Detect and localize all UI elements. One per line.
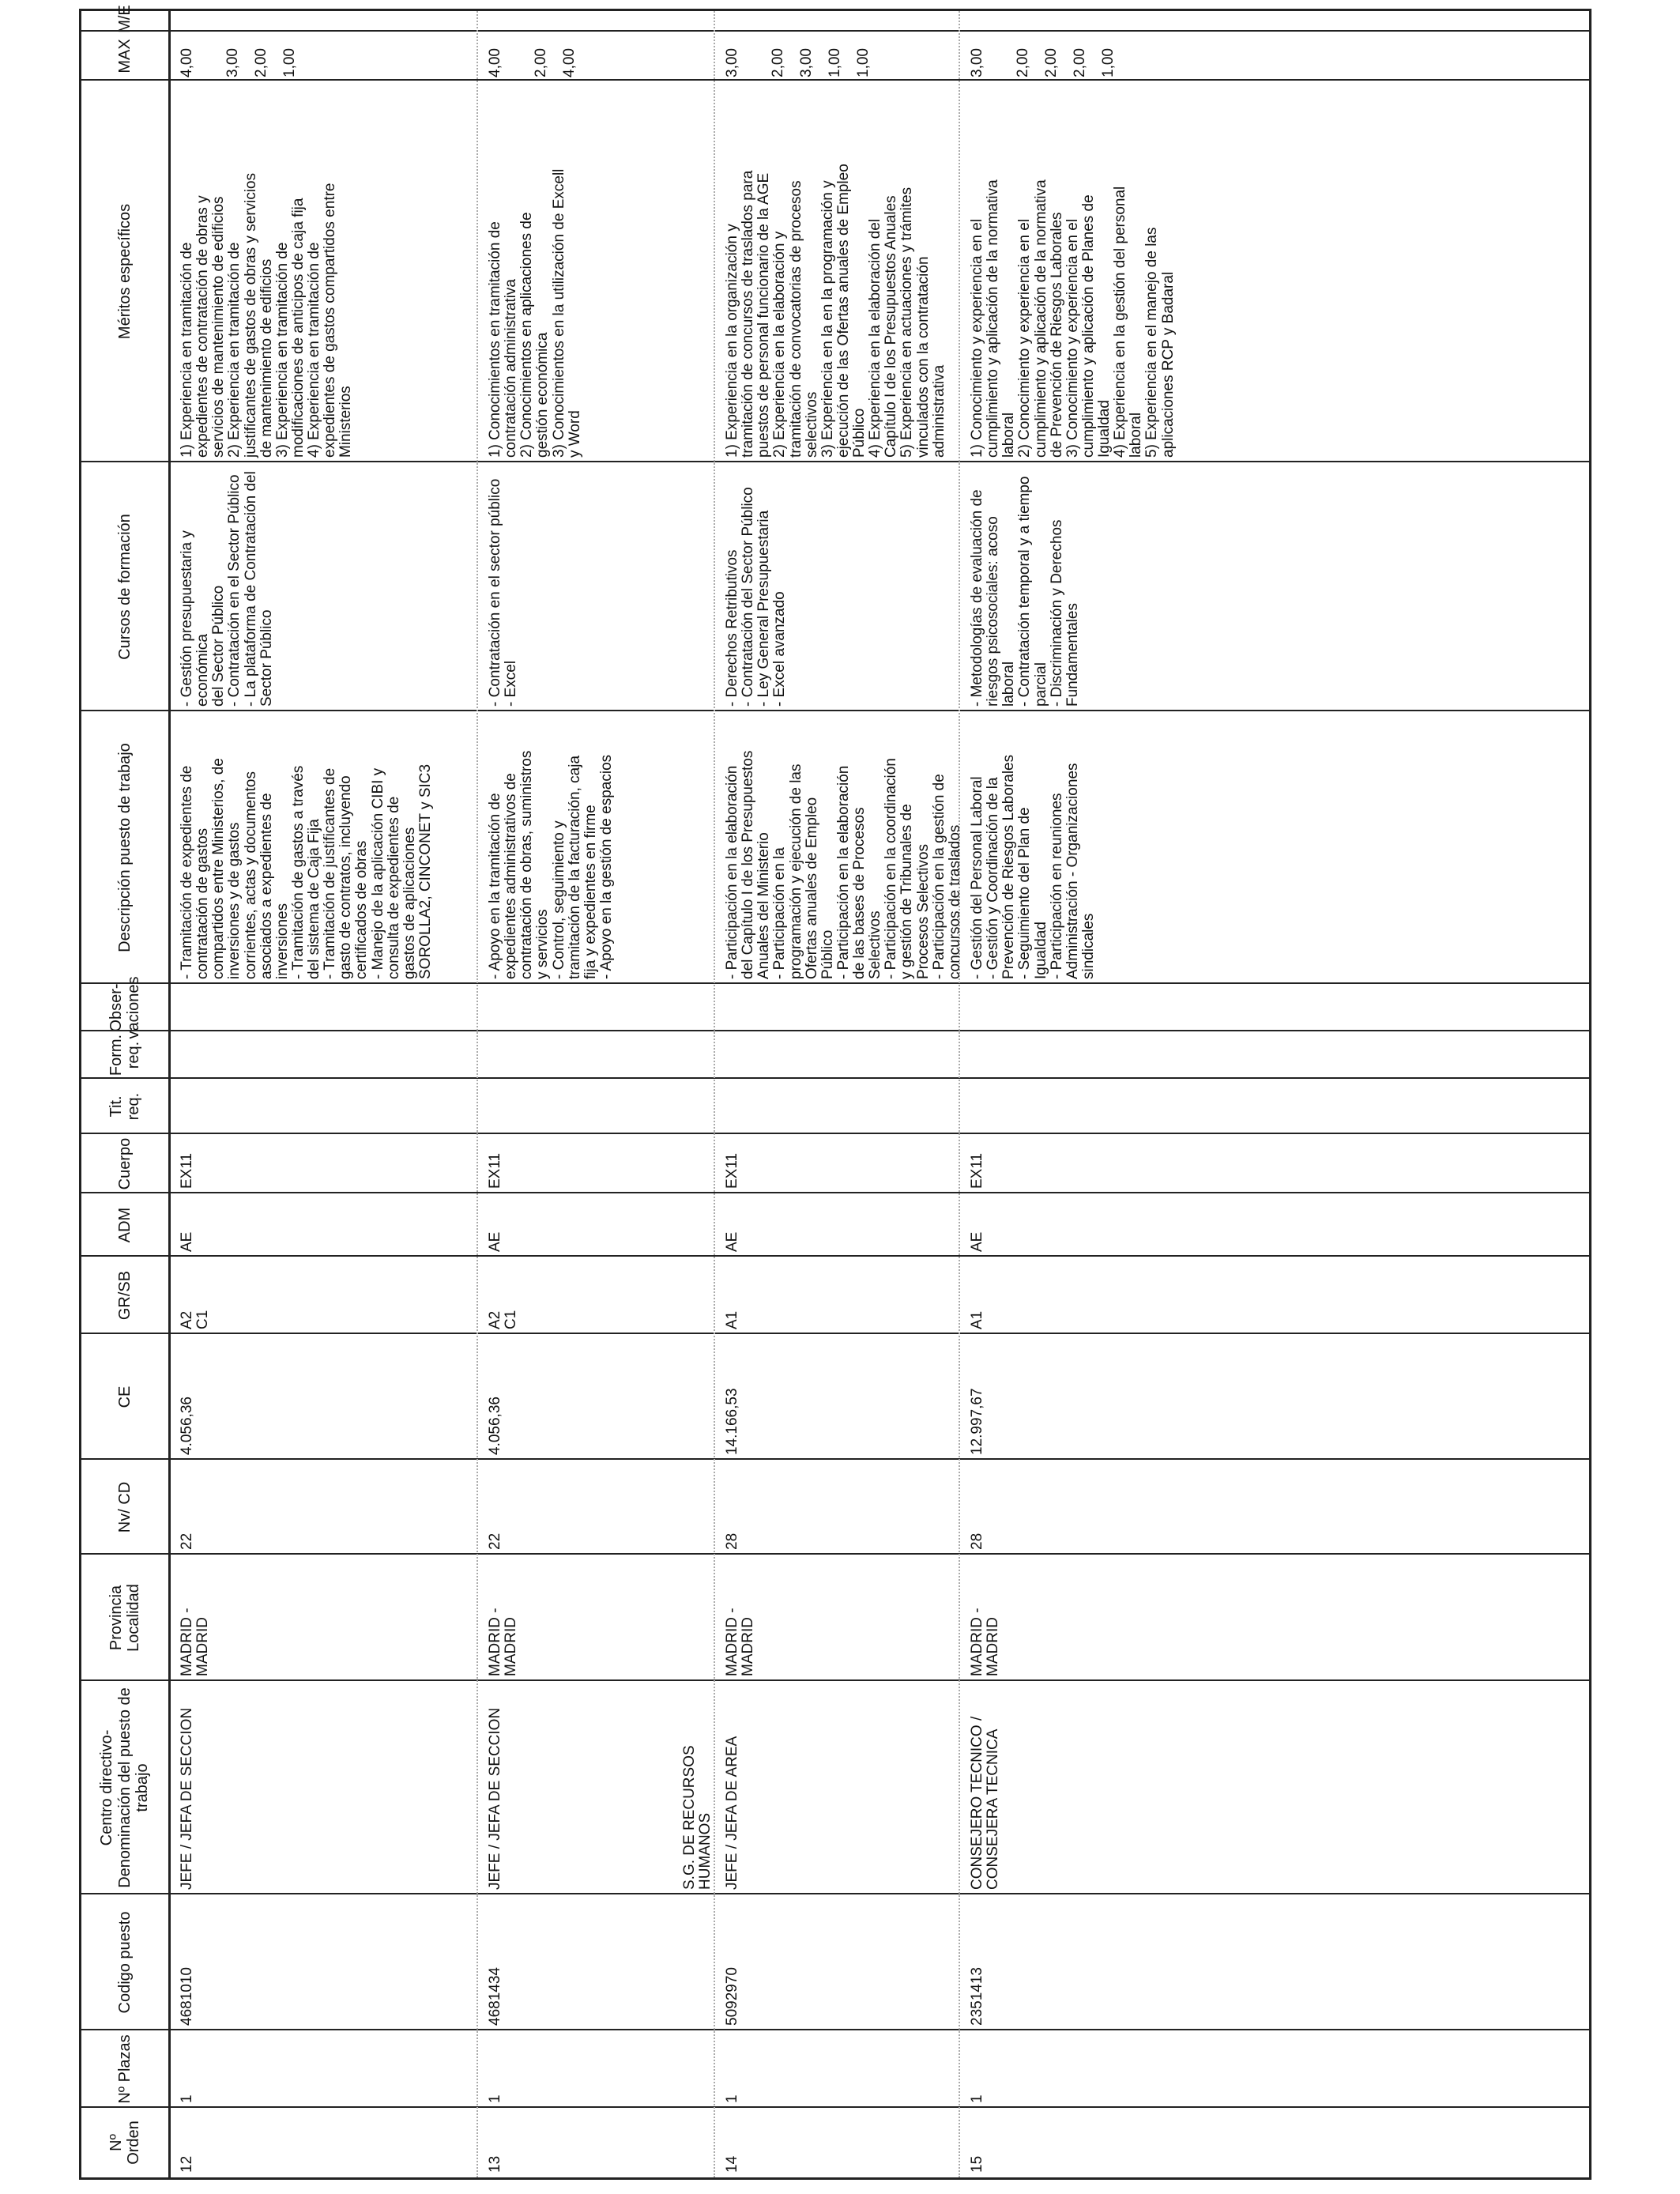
cell-meritos: 1) Experiencia en la organización y tramitación de concursos de traslados para puestos de personal funcionario de la AGE 2) Experiencia en la elaboración y tramitación de convocatorias de procesos selectivos 3) Experiencia en la en la programación y ejecución de las Ofertas anuales de Empleo Público 4) Experiencia en la elaboración del Capítulo I de los Presupuestos Anuales 5) Experiencia en actuaciones y trámites vinculados con la contratación administrativa — [724, 164, 947, 458]
cell-max-value: 2,00 — [1043, 48, 1060, 77]
cell-centro: JEFE / JEFA DE AREA — [724, 1736, 740, 1890]
column-divider — [81, 1255, 1589, 1257]
cell-codigo: 4681010 — [179, 1967, 195, 2026]
cell-grupo: A1 — [969, 1310, 985, 1329]
cell-adm: AE — [179, 1231, 195, 1252]
column-divider — [81, 1893, 1589, 1894]
cell-max-value: 2,00 — [1015, 48, 1031, 77]
cell-max-value: 2,00 — [770, 48, 786, 77]
header-max: MAX — [115, 39, 134, 74]
cell-orden: 15 — [969, 2155, 985, 2173]
cell-centro: CONSEJERO TECNICO / CONSEJERA TECNICA — [969, 1716, 1002, 1890]
cell-grupo: A2 C1 — [179, 1310, 212, 1329]
cell-ce: 4.056,36 — [487, 1397, 503, 1455]
cell-plazas: 1 — [969, 2094, 985, 2103]
cell-plazas: 1 — [179, 2094, 195, 2103]
cell-cuerpo: EX11 — [969, 1152, 985, 1189]
row-separator — [714, 11, 715, 2177]
column-divider — [81, 1679, 1589, 1681]
cell-max-value: 2,00 — [1072, 48, 1088, 77]
cell-cuerpo: EX11 — [179, 1152, 195, 1189]
cell-nivel: 28 — [724, 1532, 740, 1550]
cell-max-value: 4,00 — [561, 48, 578, 77]
cell-max-value: 1,00 — [1100, 48, 1117, 77]
cell-ce: 12.997,67 — [969, 1388, 985, 1455]
cell-adm: AE — [487, 1231, 503, 1252]
header-titulacion: Tit. req. — [107, 1092, 142, 1121]
cell-descripcion: - Gestión del Personal Laboral - Gestión y Coordinación de la Prevención de Riesgos Laborales - Seguimiento del Plan de Igualdad - Participación en reuniones Administración - Organizaciones sindicales — [969, 754, 1097, 979]
cell-descripcion: - Tramitación de expedientes de contratación de gastos compartidos entre Ministerios, de inversiones y de gastos corrientes, actas y documentos asociados a expedientes de inversiones - Tramitación de gastos a través del sistema de Caja Fija - Tramitación de justificantes de gasto de contratos, incluyendo certificados de obras - Manejo de la aplicación CIBI y consulta de expedientes de gastos de aplicaciones SOROLLA2, CINCONET y SIC3 — [179, 758, 434, 979]
cell-cuerpo: EX11 — [487, 1152, 503, 1189]
cell-plazas: 1 — [724, 2094, 740, 2103]
cell-grupo: A1 — [724, 1310, 740, 1329]
cell-ce: 14.166,53 — [724, 1388, 740, 1455]
cell-meritos: 1) Experiencia en tramitación de expedientes de contratación de obras y servicios de mantenimiento de edificios 2) Experiencia en tramitación de justificantes de gastos de obras y servicios de mantenimiento de edificios 3) Experiencia en tramitación de modificaciones de anticipos de caja fija 4) Experiencia en tramitación de expedientes de gastos compartidos entre Ministerios — [179, 172, 355, 458]
header-cursos: Cursos de formación — [115, 514, 134, 660]
cell-max-value: 3,00 — [798, 48, 815, 77]
cell-codigo: 2351413 — [969, 1967, 985, 2026]
cell-max-value: 4,00 — [179, 48, 195, 77]
header-nivel: Nv/ CD — [115, 1481, 134, 1533]
cell-unit: S.G. DE RECURSOS HUMANOS — [681, 1745, 714, 1890]
table-header — [81, 5, 171, 2177]
cell-provincia: MADRID - MADRID — [487, 1608, 520, 1676]
header-grupo: GR/SB — [115, 1270, 134, 1321]
header-provincia: Provincia Localidad — [107, 1584, 142, 1652]
cell-adm: AE — [969, 1231, 985, 1252]
cell-adm: AE — [724, 1231, 740, 1252]
column-divider — [81, 1077, 1589, 1079]
cell-nivel: 22 — [179, 1532, 195, 1550]
header-codigo: Codigo puesto — [115, 1911, 134, 2014]
cell-cursos: - Gestión presupuestaria y económica del Sector Público - Contratación en el Sector Público - La plataforma de Contratación del Sector Público — [179, 471, 275, 707]
header-centro: Centro directivo-Denominación del puesto de trabajo — [98, 1687, 152, 1888]
cell-centro: JEFE / JEFA DE SECCION — [487, 1707, 503, 1890]
column-divider — [81, 1030, 1589, 1031]
column-divider — [81, 1192, 1589, 1193]
cell-codigo: 4681434 — [487, 1967, 503, 2026]
header-meritos: Méritos específicos — [115, 203, 134, 340]
row-separator — [477, 11, 478, 2177]
cell-orden: 13 — [487, 2155, 503, 2173]
cell-descripcion: - Apoyo en la tramitación de expedientes administrativos de contratación de obras, suministros y servicios - Control, seguimiento y tramitación de la facturación, caja fija y expedientes en firme - Apoyo en la gestión de espacios — [487, 750, 615, 979]
cell-cuerpo: EX11 — [724, 1152, 740, 1189]
column-divider — [81, 2029, 1589, 2030]
cell-codigo: 5092970 — [724, 1967, 740, 2026]
cell-orden: 12 — [179, 2155, 195, 2173]
header-cuerpo: Cuerpo — [115, 1137, 134, 1190]
header-orden: Nº Orden — [107, 2120, 142, 2165]
header-observaciones: Obser-vaciones — [107, 976, 142, 1039]
column-divider — [81, 1333, 1589, 1334]
cell-ce: 4.056,36 — [179, 1397, 195, 1455]
cell-plazas: 1 — [487, 2094, 503, 2103]
cell-max-value: 2,00 — [253, 48, 269, 77]
cell-max-value: 2,00 — [533, 48, 549, 77]
cell-provincia: MADRID - MADRID — [724, 1608, 757, 1676]
cell-nivel: 22 — [487, 1532, 503, 1550]
header-adm: ADM — [115, 1207, 134, 1243]
header-plazas: Nº Plazas — [115, 2034, 134, 2104]
cell-descripcion: - Participación en la elaboración del Capítulo I de los Presupuestos Anuales del Ministerio - Participación en la programación y ejecución de las Ofertas anuales de Empleo Público - Participación en la elaboración de las bases de Procesos Selectivos - Participación en la coordinación y gestión de Tribunales de Procesos Selectivos - Participación en la gestión de concursos de traslados — [724, 750, 963, 979]
cell-cursos: - Metodologías de evaluación de riesgos psicosociales: acoso laboral - Contratación temporal y a tiempo parcial - Discriminación y Derechos Fundamentales — [969, 476, 1081, 707]
column-divider — [81, 1133, 1589, 1134]
cell-nivel: 28 — [969, 1532, 985, 1550]
cell-max-value: 3,00 — [224, 48, 241, 77]
cell-max-value: 3,00 — [724, 48, 740, 77]
column-divider — [81, 2106, 1589, 2108]
cell-max-value: 1,00 — [281, 48, 298, 77]
cell-centro: JEFE / JEFA DE SECCION — [179, 1707, 195, 1890]
cell-max-value: 1,00 — [827, 48, 843, 77]
column-divider — [81, 1553, 1589, 1555]
cell-cursos: - Derechos Retributivos - Contratación del Sector Público - Ley General Presupuestaria - Excel avanzado — [724, 487, 789, 707]
header-me: M/E — [115, 5, 134, 33]
cell-max-value: 3,00 — [969, 48, 985, 77]
cell-cursos: - Contratación en el sector público - Excel — [487, 478, 520, 707]
cell-max-value: 1,00 — [855, 48, 872, 77]
header-formacion: Form. req. — [107, 1034, 142, 1076]
cell-provincia: MADRID - MADRID — [179, 1608, 212, 1676]
cell-provincia: MADRID - MADRID — [969, 1608, 1002, 1676]
cell-meritos: 1) Conocimiento y experiencia en el cumplimiento y aplicación de la normativa laboral 2) Conocimiento y experiencia en el cumplimiento y aplicación de la normativa de Prevención de Riesgos Laborales 3) Conocimiento y experiencia en el cumplimiento y aplicación de Planes de Igualdad 4) Experiencia en la gestión del personal laboral 5) Experiencia en el manejo de las aplicaciones RCP y Badaral — [969, 179, 1177, 458]
header-descripcion: Descripción puesto de trabajo — [115, 743, 134, 952]
cell-orden: 14 — [724, 2155, 740, 2173]
header-ce: CE — [115, 1385, 134, 1408]
column-divider — [81, 1458, 1589, 1460]
cell-max-value: 4,00 — [487, 48, 503, 77]
cell-grupo: A2 C1 — [487, 1310, 520, 1329]
positions-table — [79, 5, 1591, 2180]
row-separator — [959, 11, 960, 2177]
cell-meritos: 1) Conocimientos en tramitación de contratación administrativa 2) Conocimientos en aplicaciones de gestión económica 3) Conocimientos en la utilización de Excell y Word — [487, 168, 583, 458]
